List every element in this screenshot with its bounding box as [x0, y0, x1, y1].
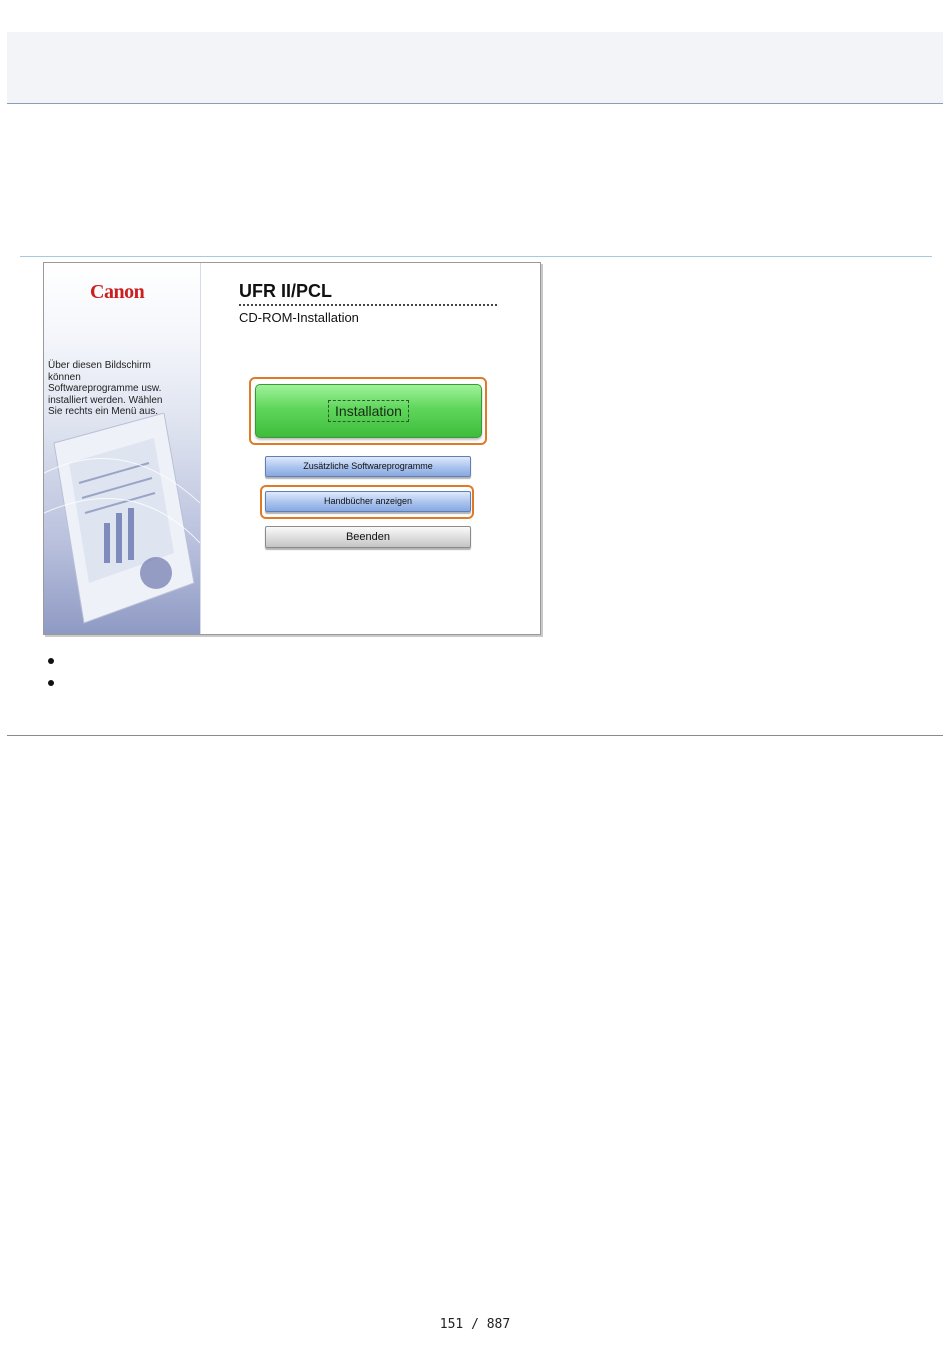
exit-button[interactable]: Beenden [265, 526, 471, 548]
additional-software-button[interactable]: Zusätzliche Softwareprogramme [265, 456, 471, 477]
description-line: können [48, 371, 81, 383]
page-number: 151 / 887 [439, 1317, 511, 1332]
document-graphic-icon [44, 413, 200, 634]
bullet-icon [48, 680, 54, 686]
description-line: installiert werden. Wählen [48, 394, 163, 406]
show-manuals-button[interactable]: Handbücher anzeigen [265, 491, 471, 512]
title-divider [239, 304, 497, 306]
section-divider [20, 256, 932, 257]
installer-screenshot [43, 262, 541, 635]
bullet-icon [48, 658, 54, 664]
canon-logo: Canon [90, 281, 145, 303]
installer-title: UFR II/PCL [239, 281, 332, 301]
installer-side-panel [44, 263, 201, 634]
description-line: Softwareprogramme usw. [48, 383, 162, 394]
installation-button-label: Installation [328, 400, 409, 422]
installer-description [48, 360, 198, 418]
bottom-divider [7, 735, 943, 736]
description-line: Sie rechts ein Menü aus. [48, 406, 159, 417]
header-band [7, 32, 943, 104]
description-line: Über diesen Bildschirm [48, 360, 151, 371]
installation-button[interactable] [255, 384, 482, 438]
installer-subtitle: CD-ROM-Installation [239, 310, 359, 325]
